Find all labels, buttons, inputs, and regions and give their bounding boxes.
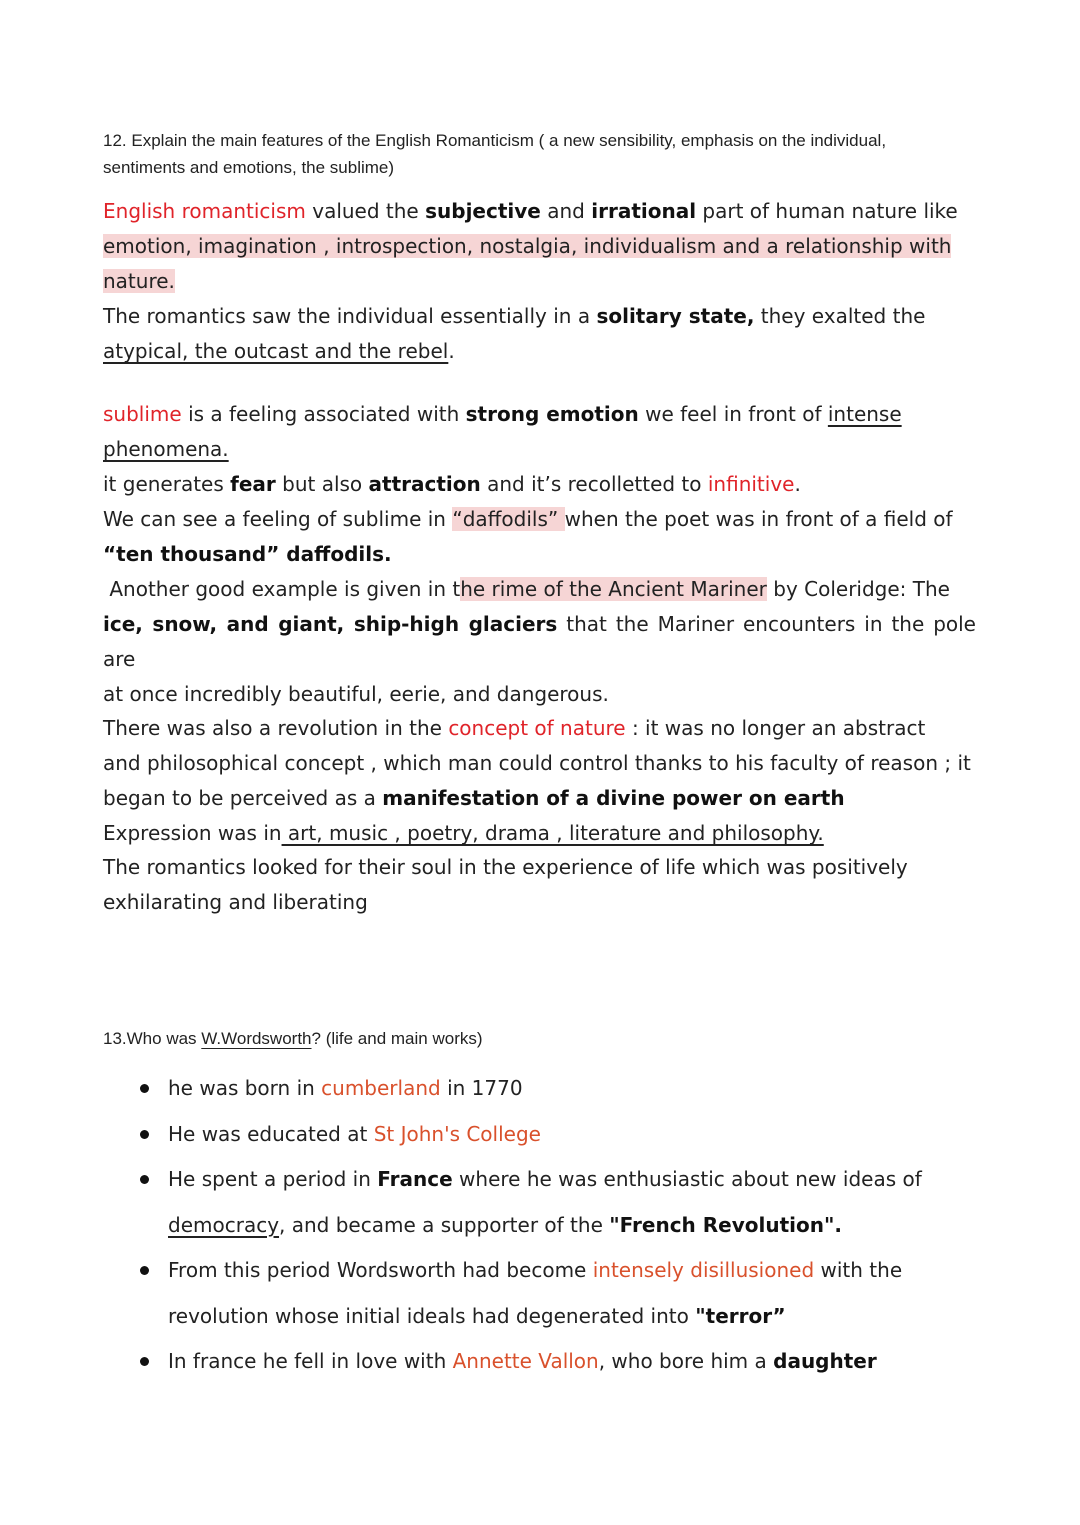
list-item: he was born in cumberland in 1770 [103, 1066, 963, 1112]
paragraph-sublime: sublime is a feeling associated with strong emotion we feel in front of intense phenomena. [103, 402, 902, 461]
paragraph-soul: The romantics looked for their soul in the experience of life which was positively exhilarating and liberating [103, 855, 908, 914]
paragraph-concept-of-nature: There was also a revolution in the concept of nature : it was no longer an abstract and philosophical concept , which man could control thanks to his faculty of reason ; it began to be perceived as a manifestation of a divine power on earth [103, 716, 971, 810]
question-number: 13. [103, 1029, 127, 1048]
paragraph-romanticism-definition: English romanticism valued the subjective and irrational part of human nature like emotion, imagination , introspection, nostalgia, individualism and a relationship with nature. [103, 199, 958, 293]
bullet-icon [140, 1266, 149, 1275]
wordsworth-bullet-list [103, 1066, 963, 1385]
list-item: From this period Wordsworth had become intensely disillusioned with the revolution whose initial ideals had degenerated into "terror” [103, 1248, 963, 1339]
bullet-icon [140, 1130, 149, 1139]
paragraph-individual: The romantics saw the individual essentially in a solitary state, they exalted the atypical, the outcast and the rebel. [103, 304, 926, 363]
list-item: In france he fell in love with Annette Vallon, who bore him a daughter [103, 1339, 963, 1385]
question-13: 13.Who was W.Wordsworth? (life and main works) [103, 1029, 483, 1048]
paragraph-expression: Expression was in art, music , poetry, drama , literature and philosophy. [103, 821, 824, 845]
term-sublime: sublime [103, 402, 182, 426]
paragraph-fear-attraction: it generates fear but also attraction and it’s recolletted to infinitive. [103, 472, 801, 496]
bullet-icon [140, 1175, 149, 1184]
term-english-romanticism: English romanticism [103, 199, 306, 223]
question-number: 12. [103, 131, 127, 150]
bullet-icon [140, 1084, 149, 1093]
paragraph-daffodils: We can see a feeling of sublime in “daffodils” when the poet was in front of a field of “ten thousand” daffodils. [103, 507, 953, 566]
question-12: 12. Explain the main features of the English Romanticism ( a new sensibility, emphasis on the individual, sentiments and emotions, the sublime) [103, 131, 887, 177]
paragraph-ancient-mariner: Another good example is given in the rime of the Ancient Mariner by Coleridge: The ice, snow, and giant, ship-high glaciers that the Mariner encounters in the pole are at once incredibly beautiful, eerie, and dangerous. [103, 577, 976, 706]
bullet-icon [140, 1357, 149, 1366]
list-item: He spent a period in France where he was enthusiastic about new ideas of democracy, and became a supporter of the "French Revolution". [103, 1157, 963, 1248]
list-item: He was educated at St John's College [103, 1112, 963, 1158]
highlighted-traits: emotion, imagination , introspection, nostalgia, individualism and a relationship with [103, 234, 952, 258]
